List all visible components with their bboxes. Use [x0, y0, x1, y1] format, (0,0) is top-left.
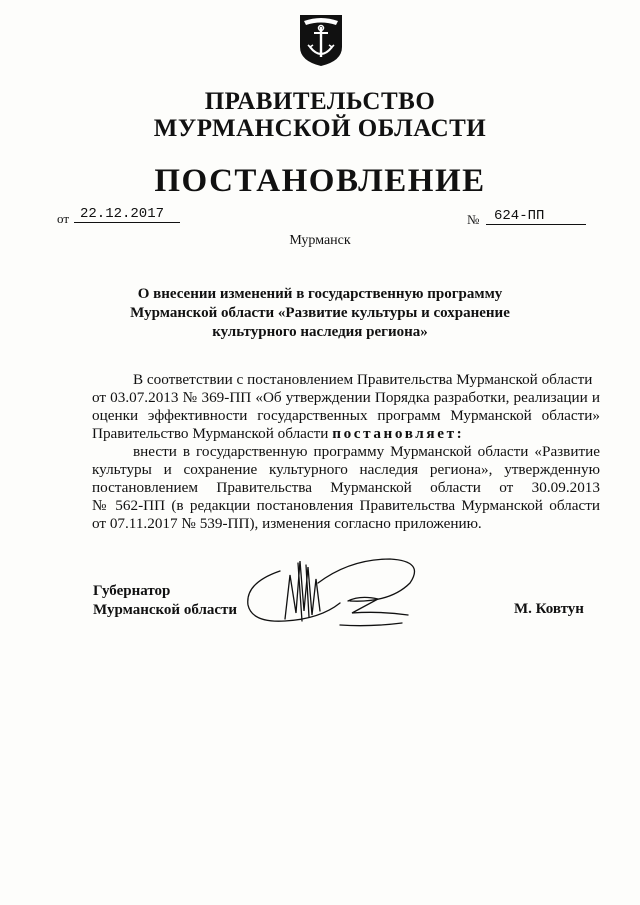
body-line: от 07.11.2017 № 539-ПП), изменения согласно приложению. — [92, 515, 482, 532]
body-line — [92, 425, 600, 443]
body-line: В соответствии с постановлением Правительства Мурманской области — [133, 371, 593, 388]
date-label: от — [57, 211, 70, 226]
signatory-title — [93, 582, 237, 620]
resolution-keyword: постановляет: — [332, 425, 465, 442]
body-line: № 562-ПП (в редакции постановления Правительства Мурманской области — [92, 497, 600, 514]
org-name-line1: ПРАВИТЕЛЬСТВО — [204, 88, 436, 115]
body-text: Правительство Мурманской области — [92, 425, 329, 442]
body-line: внести в государственную программу Мурманской области «Развитие — [133, 443, 600, 460]
body-line: оценки эффективности государственных программ Мурманской области» — [92, 407, 600, 424]
subject-line: культурного наследия региона» — [212, 324, 428, 340]
handwritten-signature — [240, 553, 430, 643]
number-label: № — [467, 212, 480, 227]
body-line: от 03.07.2013 № 369-ПП «Об утверждении Порядка разработки, реализации и — [92, 389, 600, 406]
subject-line: О внесении изменений в государственную программу — [137, 286, 503, 302]
subject-line: Мурманской области «Развитие культуры и сохранение — [130, 305, 510, 321]
org-name-line2: МУРМАНСКОЙ ОБЛАСТИ — [153, 115, 487, 142]
coat-of-arms-icon — [298, 13, 344, 67]
document-date: 22.12.2017 — [74, 206, 180, 223]
signatory-title-line: Мурманской области — [93, 602, 238, 618]
body-line: культуры и сохранение культурного наследия региона», утвержденную — [92, 461, 600, 478]
signatory-name: М. Ковтун — [514, 601, 584, 617]
body-line: постановлением Правительства Мурманской области от 30.09.2013 — [92, 479, 600, 496]
document-number: 624-ПП — [486, 208, 586, 225]
document-subject — [120, 285, 520, 342]
document-type-title: ПОСТАНОВЛЕНИЕ — [154, 163, 486, 199]
signatory-title-line: Губернатор — [93, 583, 171, 599]
city-name: Мурманск — [289, 233, 351, 248]
